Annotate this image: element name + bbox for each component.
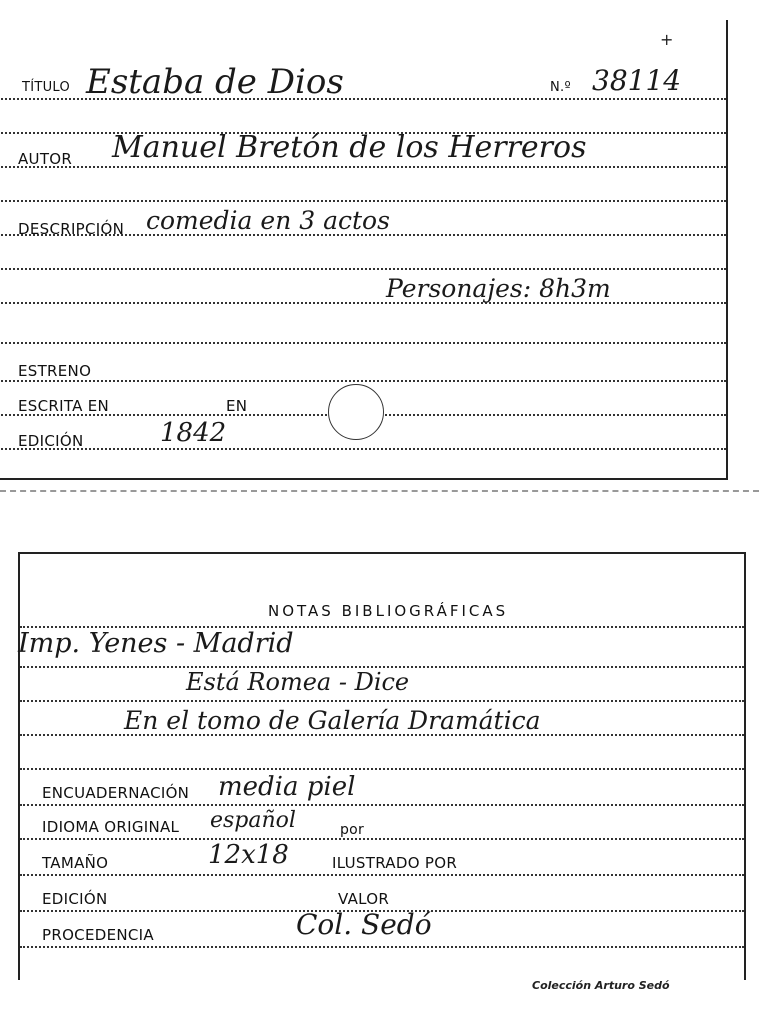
ruled-line xyxy=(0,448,726,450)
ruled-line xyxy=(20,874,744,876)
encuadernacion-label: ENCUADERNACIÓN xyxy=(42,784,190,802)
edicion-label-back: EDICIÓN xyxy=(42,890,108,908)
descripcion-value: comedia en 3 actos xyxy=(146,206,390,235)
edicion-label: EDICIÓN xyxy=(18,432,84,450)
en-label: EN xyxy=(226,397,248,415)
descripcion-label: DESCRIPCIÓN xyxy=(18,220,125,238)
card-separator xyxy=(0,490,759,492)
procedencia-value: Col. Sedó xyxy=(296,908,432,941)
idioma-label: IDIOMA ORIGINAL xyxy=(42,818,180,836)
por-label: por xyxy=(340,822,365,838)
tamano-value: 12x18 xyxy=(208,840,289,870)
estreno-label: ESTRENO xyxy=(18,362,92,380)
ruled-line xyxy=(20,838,744,840)
ruled-line xyxy=(0,302,726,304)
numero-value: 38114 xyxy=(592,64,682,97)
ruled-line xyxy=(20,700,744,702)
autor-value: Manuel Bretón de los Herreros xyxy=(112,130,587,165)
personajes-value: Personajes: 8h3m xyxy=(386,274,611,303)
autor-label: AUTOR xyxy=(18,150,73,168)
note-line-3: En el tomo de Galería Dramática xyxy=(124,706,541,735)
ilustrado-por-label: ILUSTRADO POR xyxy=(332,854,458,872)
ruled-line xyxy=(0,380,726,382)
notas-heading: NOTAS BIBLIOGRÁFICAS xyxy=(268,602,509,620)
ruled-line xyxy=(0,166,726,168)
ruled-line xyxy=(0,200,726,202)
punch-hole xyxy=(328,384,384,440)
corner-mark: + xyxy=(660,30,674,49)
tamano-label: TAMAÑO xyxy=(42,854,109,872)
ruled-line xyxy=(20,768,744,770)
ruled-line xyxy=(20,946,744,948)
titulo-value: Estaba de Dios xyxy=(86,62,344,102)
idioma-value: español xyxy=(210,808,296,833)
note-line-1: Imp. Yenes - Madrid xyxy=(18,628,294,659)
ruled-line xyxy=(0,268,726,270)
procedencia-label: PROCEDENCIA xyxy=(42,926,154,944)
ruled-line xyxy=(20,804,744,806)
encuadernacion-value: media piel xyxy=(218,772,356,802)
numero-label: N.º xyxy=(550,80,571,95)
ruled-line xyxy=(0,342,726,344)
edicion-value: 1842 xyxy=(160,418,227,448)
note-line-2: Está Romea - Dice xyxy=(186,668,410,696)
collection-credit: Colección Arturo Sedó xyxy=(532,979,670,992)
valor-label: VALOR xyxy=(338,890,390,908)
escrita-en-label: ESCRITA EN xyxy=(18,397,110,415)
titulo-label: TÍTULO xyxy=(22,80,71,95)
